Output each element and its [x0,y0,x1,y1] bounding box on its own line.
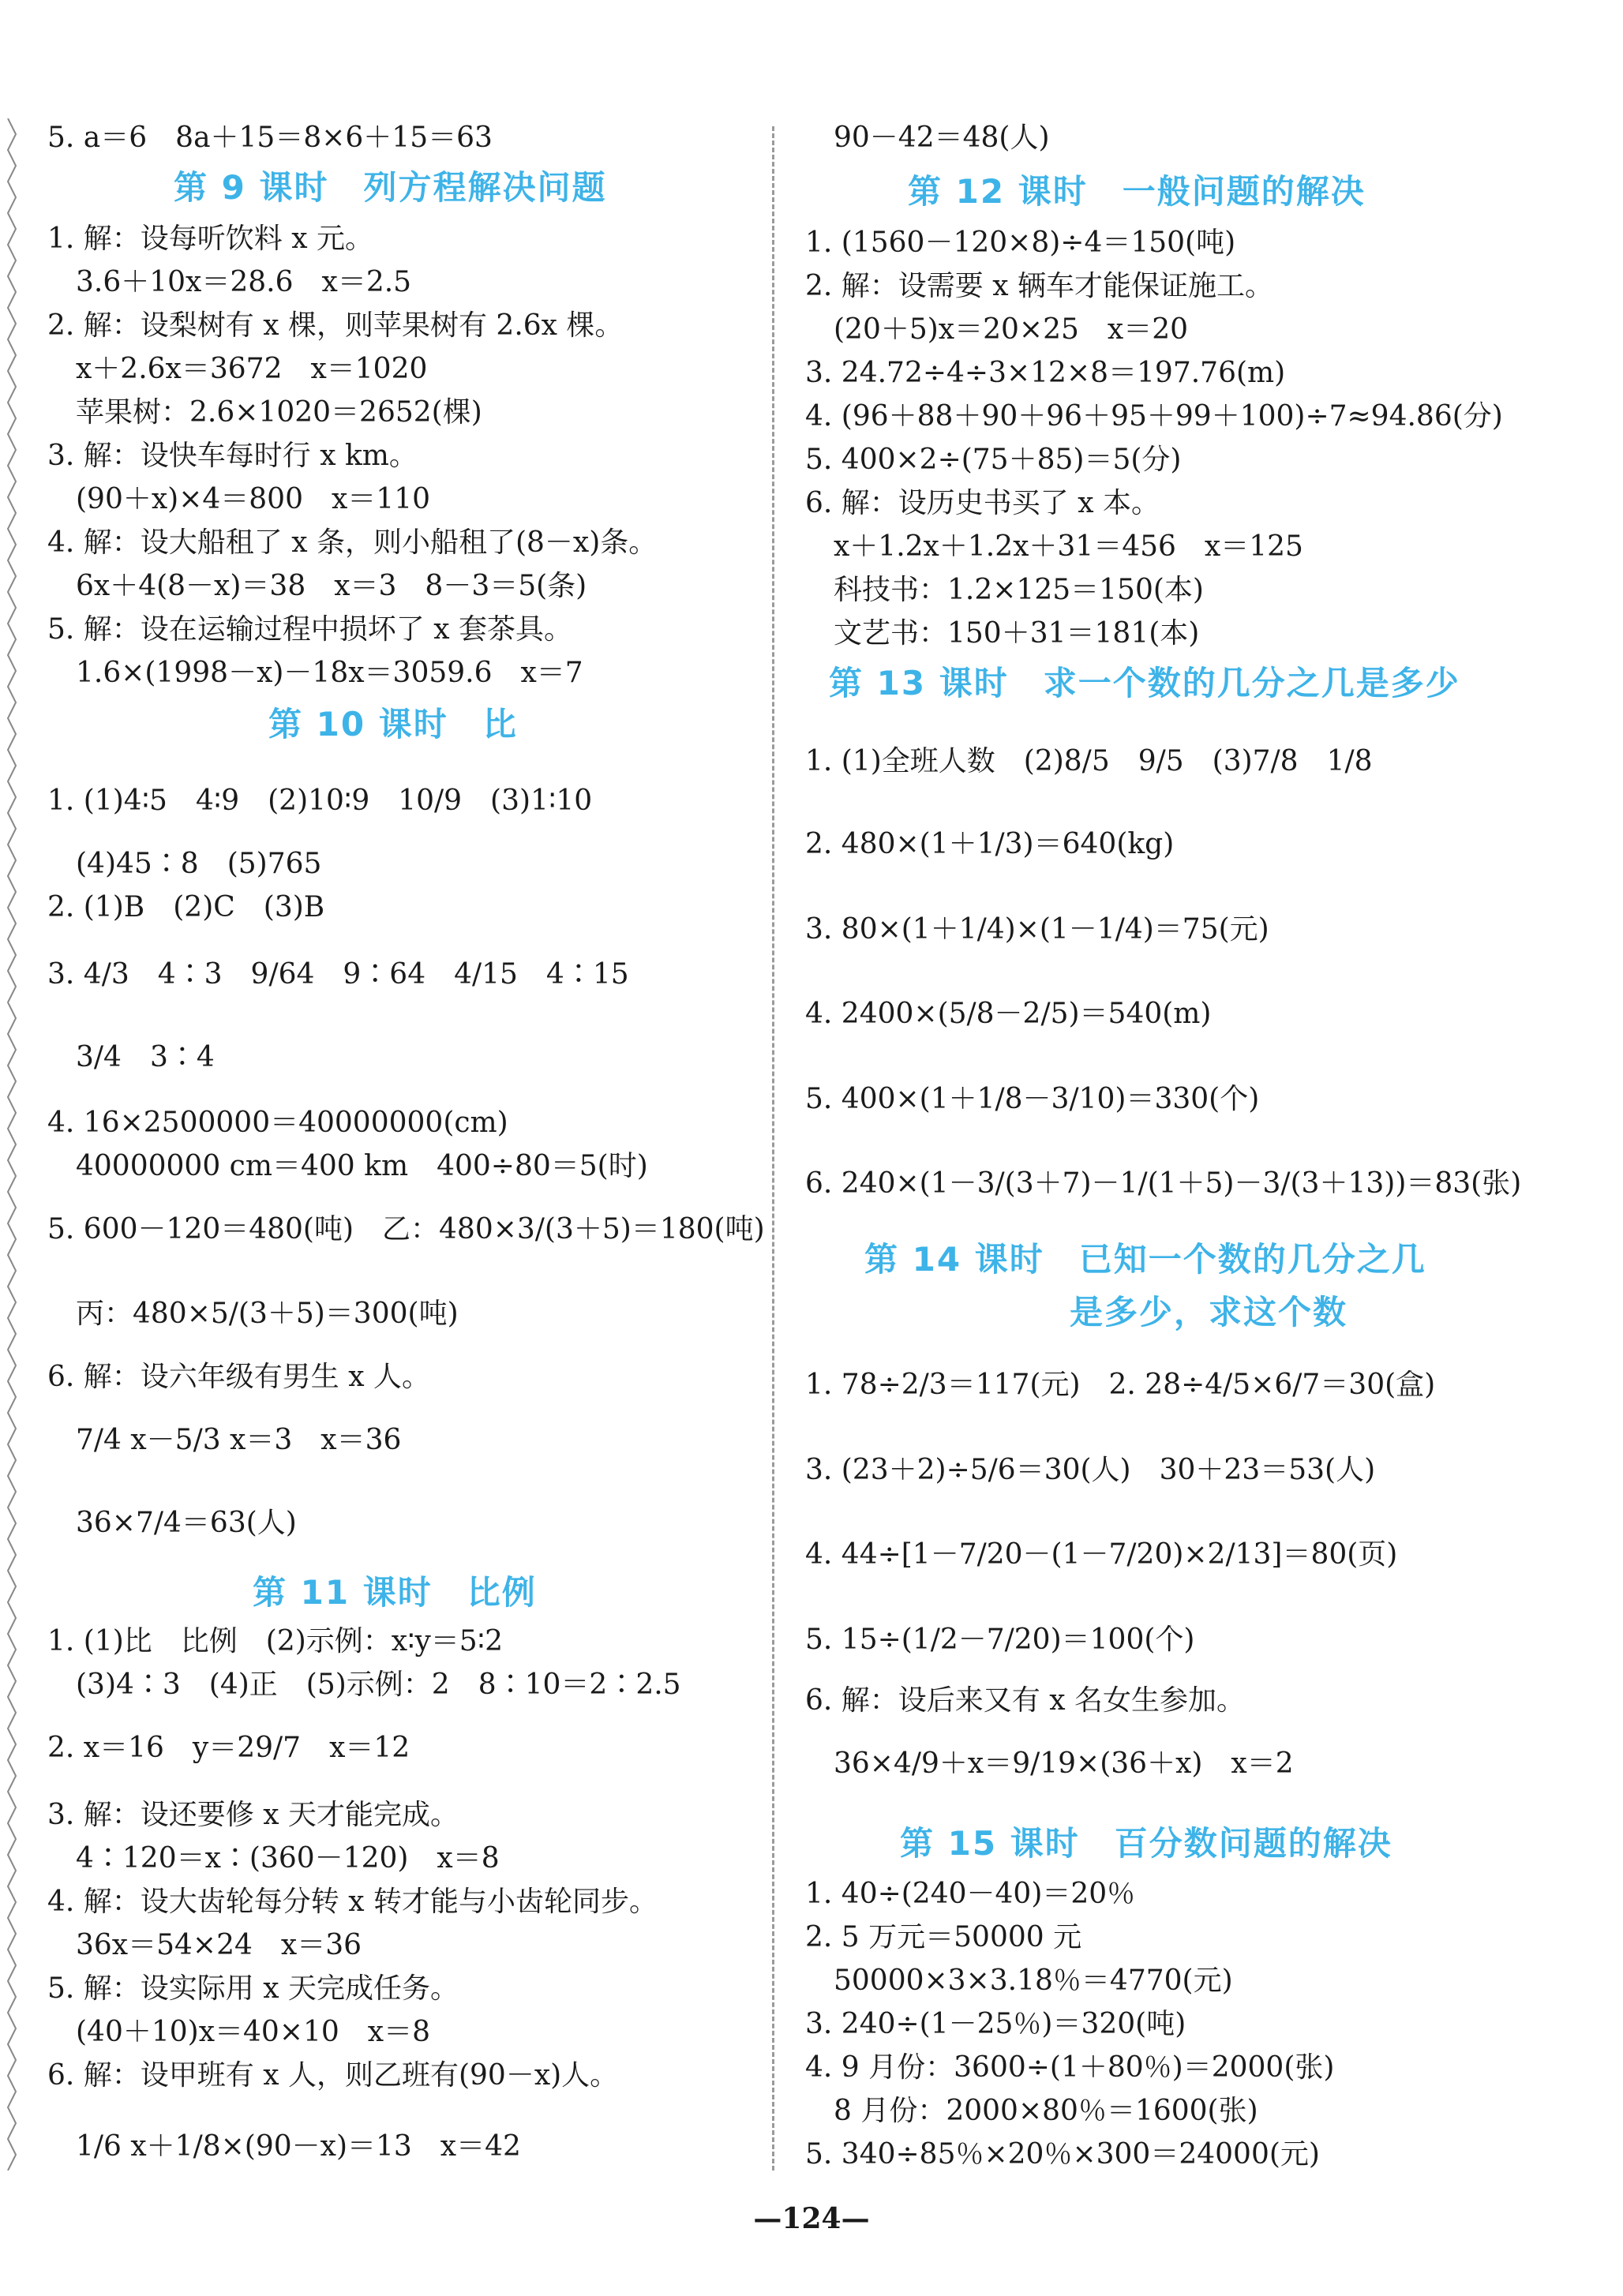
answer-line: 3. 解：设还要修 x 天才能完成。 [47,1799,459,1831]
page-edge-zigzag [3,118,22,2171]
column-divider [772,126,774,2171]
answer-line: 3. 24.72÷4÷3×12×8＝197.76(m) [805,357,1286,389]
answer-line: 8 月份：2000×80％＝1600(张) [805,2095,1258,2127]
answer-line: 科技书：1.2×125＝150(本) [805,574,1204,606]
answer-line: (3)4∶3 (4)正 (5)示例：2 8∶10＝2∶2.5 [47,1669,681,1701]
answer-line: 7/4 x－5/3 x＝3 x＝36 [47,1424,402,1456]
answer-line: 36x＝54×24 x＝36 [47,1929,362,1961]
answer-line: 4. 16×2500000＝40000000(cm) [47,1107,508,1139]
section-heading: 第 13 课时 求一个数的几分之几是多少 [829,664,1460,702]
answer-line: 丙：480×5/(3＋5)＝300(吨) [47,1298,459,1330]
answer-line: (40＋10)x＝40×10 x＝8 [47,2016,430,2048]
answer-line: 3.6＋10x＝28.6 x＝2.5 [47,266,412,298]
answer-line: 5. 解：设实际用 x 天完成任务。 [47,1972,459,2005]
answer-line: 4. 解：设大船租了 x 条，则小船租了(8－x)条。 [47,526,658,559]
answer-line: 6. 240×(1－3/(3＋7)－1/(1＋5)－3/(3＋13))＝83(张) [805,1167,1522,1200]
answer-line: 50000×3×3.18％＝4770(元) [805,1965,1233,1997]
section-heading: 第 15 课时 百分数问题的解决 [900,1824,1392,1863]
answer-line: 文艺书：150＋31＝181(本) [805,617,1200,650]
answer-line: 1. (1560－120×8)÷4＝150(吨) [805,227,1236,259]
answer-line: 5. 400×(1＋1/8－3/10)＝330(个) [805,1083,1260,1115]
answer-line: 5. 600－120＝480(吨) 乙：480×3/(3＋5)＝180(吨) [47,1213,765,1245]
answer-line: 5. 340÷85％×20％×300＝24000(元) [805,2138,1320,2171]
answer-line: 3. (23＋2)÷5/6＝30(人) 30＋23＝53(人) [805,1454,1376,1486]
section-heading: 第 9 课时 列方程解决问题 [174,168,607,207]
answer-line: 6. 解：设甲班有 x 人，则乙班有(90－x)人。 [47,2059,619,2092]
answer-line: 1.6×(1998－x)－18x＝3059.6 x＝7 [47,657,583,689]
answer-line: 苹果树：2.6×1020＝2652(棵) [47,396,482,429]
answer-line: 1. (1)比 比例 (2)示例：x∶y＝5∶2 [47,1625,503,1657]
answer-line: 3. 4/3 4∶3 9/64 9∶64 4/15 4∶15 [47,958,629,991]
answer-line: 4. 解：设大齿轮每分转 x 转才能与小齿轮同步。 [47,1886,658,1918]
section-heading: 第 10 课时 比 [268,705,518,743]
answer-line: 1. 解：设每听饮料 x 元。 [47,223,373,255]
answer-line: 36×4/9＋x＝9/19×(36＋x) x＝2 [805,1747,1294,1780]
answer-line: 1/6 x＋1/8×(90－x)＝13 x＝42 [47,2130,521,2163]
answer-line: 36×7/4＝63(人) [47,1507,297,1539]
answer-line: 1. 40÷(240－40)＝20％ [805,1878,1136,1910]
answer-line: 3. 解：设快车每时行 x km。 [47,440,418,472]
answer-line: (4)45∶8 (5)765 [47,848,322,880]
section-heading: 是多少，求这个数 [1070,1293,1348,1332]
answer-line: 5. a＝6 8a＋15＝8×6＋15＝63 [47,122,493,154]
answer-line: 4∶120＝x∶(360－120) x＝8 [47,1842,500,1875]
answer-line: 2. 5 万元＝50000 元 [805,1921,1082,1953]
answer-line: 6x＋4(8－x)＝38 x＝3 8－3＝5(条) [47,570,587,602]
answer-line: 2. x＝16 y＝29/7 x＝12 [47,1732,410,1764]
answer-line: 5. 解：设在运输过程中损坏了 x 套茶具。 [47,613,572,646]
answer-line: 1. (1)全班人数 (2)8/5 9/5 (3)7/8 1/8 [805,745,1373,777]
section-heading: 第 12 课时 一般问题的解决 [908,172,1366,211]
answer-line: x＋2.6x＝3672 x＝1020 [47,353,428,385]
answer-line: 4. 44÷[1－7/20－(1－7/20)×2/13]＝80(页) [805,1538,1398,1571]
answer-line: 1. 78÷2/3＝117(元) 2. 28÷4/5×6/7＝30(盒) [805,1369,1436,1401]
answer-line: 5. 400×2÷(75＋85)＝5(分) [805,444,1182,476]
answer-line: 4. (96＋88＋90＋96＋95＋99＋100)÷7≈94.86(分) [805,400,1503,433]
answer-line: 6. 解：设后来又有 x 名女生参加。 [805,1684,1245,1717]
answer-line: 3. 80×(1＋1/4)×(1－1/4)＝75(元) [805,913,1269,946]
section-heading: 第 14 课时 已知一个数的几分之几 [864,1240,1426,1279]
answer-line: 2. 解：设梨树有 x 棵，则苹果树有 2.6x 棵。 [47,309,624,342]
answer-line: 3. 240÷(1－25％)＝320(吨) [805,2008,1186,2040]
answer-line: 2. (1)B (2)C (3)B [47,891,325,923]
answer-line: 90－42＝48(人) [805,122,1050,154]
answer-line: 6. 解：设六年级有男生 x 人。 [47,1361,430,1393]
section-heading: 第 11 课时 比例 [253,1573,537,1612]
answer-line: (90＋x)×4＝800 x＝110 [47,483,430,515]
answer-line: 4. 2400×(5/8－2/5)＝540(m) [805,998,1212,1030]
answer-line: 6. 解：设历史书买了 x 本。 [805,487,1160,519]
answer-line: 3/4 3∶4 [47,1041,215,1073]
answer-line: 2. 480×(1＋1/3)＝640(kg) [805,828,1175,860]
answer-line: 2. 解：设需要 x 辆车才能保证施工。 [805,270,1273,302]
answer-line: 1. (1)4∶5 4∶9 (2)10∶9 10/9 (3)1∶10 [47,785,593,817]
answer-line: (20＋5)x＝20×25 x＝20 [805,313,1188,346]
page-number: —124— [753,2202,870,2235]
answer-line: 40000000 cm＝400 km 400÷80＝5(时) [47,1150,648,1182]
answer-line: 5. 15÷(1/2－7/20)＝100(个) [805,1624,1195,1656]
answer-line: 4. 9 月份：3600÷(1＋80％)＝2000(张) [805,2051,1335,2084]
answer-line: x＋1.2x＋1.2x＋31＝456 x＝125 [805,530,1303,563]
